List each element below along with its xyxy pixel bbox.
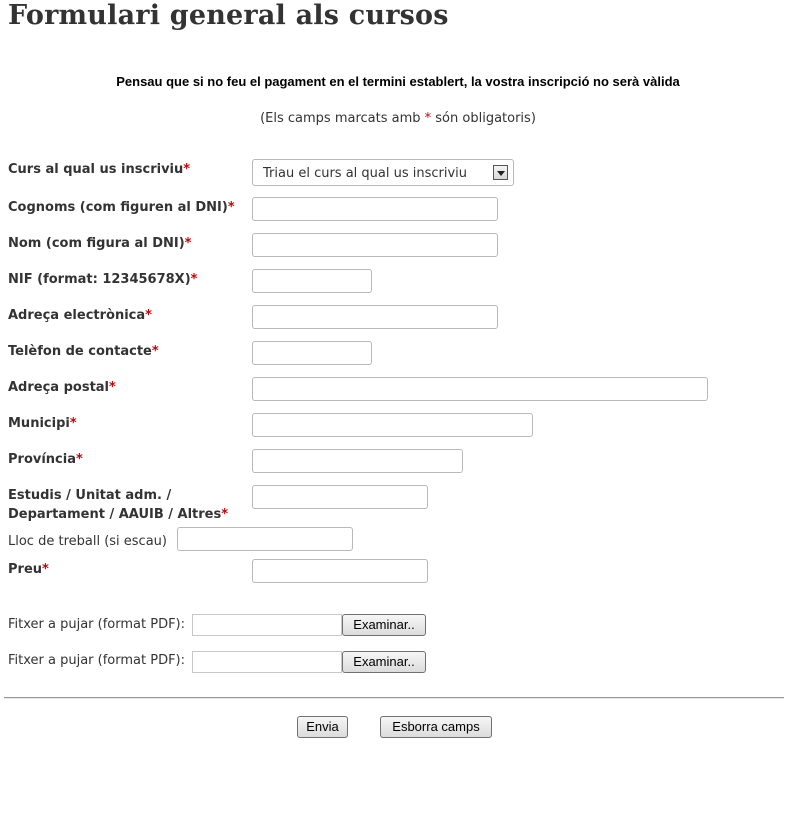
price-label-text: Preu <box>8 562 43 577</box>
surname-label <box>8 198 235 217</box>
name-label-text: Nom (com figura al DNI) <box>8 236 185 251</box>
studies-label <box>8 486 228 524</box>
province-label <box>8 450 83 469</box>
surname-input[interactable] <box>252 197 498 221</box>
required-mark: * <box>221 507 229 522</box>
file-upload-label: Fitxer a pujar (format PDF): <box>8 653 186 668</box>
required-mark: * <box>145 308 152 323</box>
workplace-input[interactable] <box>177 527 353 551</box>
reset-button[interactable]: Esborra camps <box>380 716 492 738</box>
studies-label-line2-wrap <box>8 505 228 524</box>
file-path-input[interactable] <box>192 651 342 673</box>
surname-label-text: Cognoms (com figuren al DNI) <box>8 200 228 215</box>
required-mark: * <box>151 344 159 359</box>
required-mark: * <box>109 380 116 395</box>
postal-address-input[interactable] <box>252 377 708 401</box>
workplace-label <box>8 532 167 551</box>
course-label-text: Curs al qual us inscriviu <box>8 162 184 177</box>
file-upload-label: Fitxer a pujar (format PDF): <box>8 617 186 632</box>
price-label <box>8 560 49 579</box>
required-mark: * <box>227 200 235 215</box>
municipality-label <box>8 414 77 433</box>
nif-label <box>8 270 197 289</box>
required-mark: * <box>69 416 77 431</box>
chevron-down-icon[interactable] <box>493 165 508 180</box>
price-input[interactable] <box>252 559 428 583</box>
postal-address-label-text: Adreça postal <box>8 380 110 395</box>
name-label <box>8 234 191 253</box>
course-label <box>8 160 190 179</box>
course-select[interactable] <box>252 159 514 186</box>
workplace-label-text: Lloc de treball (si escau) <box>8 534 167 549</box>
email-label <box>8 306 152 325</box>
phone-label-text: Telèfon de contacte <box>8 344 152 359</box>
phone-input[interactable] <box>252 341 372 365</box>
note-text-start: (Els camps marcats amb <box>260 111 425 126</box>
email-label-text: Adreça electrònica <box>8 308 146 323</box>
email-input[interactable] <box>252 305 498 329</box>
required-mark: * <box>42 562 49 577</box>
studies-label-line1: Estudis / Unitat adm. / <box>8 488 172 503</box>
postal-address-label <box>8 378 116 397</box>
province-label-text: Província <box>8 452 76 467</box>
studies-input[interactable] <box>252 485 428 509</box>
browse-file-button[interactable]: Examinar.. <box>342 651 426 673</box>
page-title: Formulari general als cursos <box>8 0 449 31</box>
submit-button[interactable]: Envia <box>297 716 348 738</box>
studies-label-line2: Departament / AAUIB / Altres <box>8 507 222 522</box>
required-fields-note <box>0 111 788 126</box>
nif-label-text: NIF (format: 12345678X) <box>8 272 191 287</box>
browse-file-button[interactable]: Examinar.. <box>342 614 426 636</box>
nif-input[interactable] <box>252 269 372 293</box>
required-mark: * <box>190 272 198 287</box>
municipality-input[interactable] <box>252 413 533 437</box>
divider <box>4 697 784 699</box>
province-input[interactable] <box>252 449 463 473</box>
file-path-input[interactable] <box>192 614 342 636</box>
required-star: * <box>424 111 432 126</box>
phone-label <box>8 342 159 361</box>
payment-warning: Pensau que si no feu el pagament en el termini establert, la vostra inscripció no serà vàlida <box>116 74 680 89</box>
name-input[interactable] <box>252 233 498 257</box>
municipality-label-text: Municipi <box>8 416 70 431</box>
required-mark: * <box>76 452 83 467</box>
required-mark: * <box>183 162 191 177</box>
note-text-end: són obligatoris) <box>431 111 536 126</box>
required-mark: * <box>184 236 192 251</box>
course-select-value: Triau el curs al qual us inscriviu <box>263 166 468 181</box>
